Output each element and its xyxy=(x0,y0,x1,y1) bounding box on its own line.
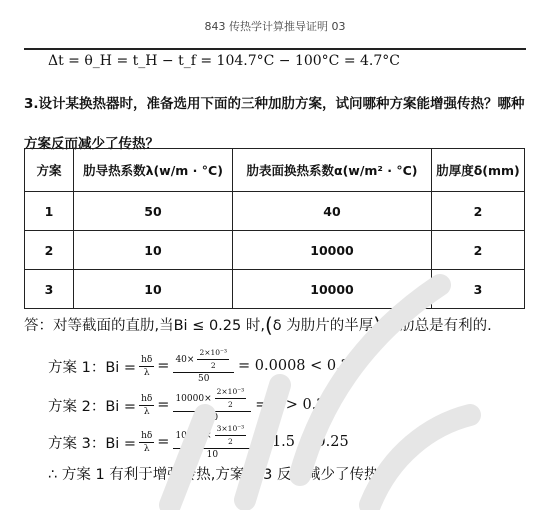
conclusion-line: ∴ 方案 1 有利于增强传热,方案 2/3 反而减少了传热. xyxy=(48,467,384,483)
bi-definition-fraction xyxy=(139,355,154,378)
question-text: 3.设计某换热器时，准备选用下面的三种加肋方案，试问哪种方案能增强传热？哪种方案反而减少了传热？ xyxy=(24,96,525,152)
header-rule xyxy=(24,48,526,50)
calc-numerator-left: 10000× xyxy=(175,393,212,404)
cell-surface-coefficient: 40 xyxy=(233,192,432,231)
page-header: 843 传热学计算推导证明 03 xyxy=(204,20,346,33)
calc-numerator-left: 10000× xyxy=(175,430,212,441)
calc-denominator: 10 xyxy=(206,413,219,423)
header-thickness: 肋厚度δ(mm) xyxy=(432,149,525,192)
cell-scheme: 3 xyxy=(25,270,74,309)
cell-scheme: 2 xyxy=(25,231,74,270)
bi-definition-fraction xyxy=(139,431,154,454)
equals-sign: = xyxy=(157,397,170,413)
header-conductivity: 肋导热系数λ(w/m · °C) xyxy=(74,149,233,192)
thickness-denominator: 2 xyxy=(210,361,216,370)
scheme-1-equation xyxy=(48,348,359,384)
cell-conductivity: 10 xyxy=(74,231,233,270)
fraction-numerator: hδ xyxy=(141,354,153,365)
cell-thickness: 3 xyxy=(432,270,525,309)
answer-line xyxy=(24,313,492,337)
fraction-denominator: λ xyxy=(143,367,150,378)
thickness-fraction xyxy=(215,387,247,410)
calc-denominator: 10 xyxy=(206,450,219,460)
answer-prefix: 答：对等截面的直肋,当Bi ≤ 0.25 时, xyxy=(24,318,265,334)
table-row xyxy=(25,231,525,270)
equals-sign: = xyxy=(157,358,170,374)
bi-calculation-fraction xyxy=(173,348,234,384)
cell-scheme: 1 xyxy=(25,192,74,231)
scheme-result: = 1.5 > 0.25 xyxy=(255,434,349,450)
calc-denominator: 50 xyxy=(198,374,210,384)
header-surface-coefficient: 肋表面换热系数α(w/m² · °C) xyxy=(233,149,432,192)
calc-numerator xyxy=(173,348,234,373)
header-scheme: 方案 xyxy=(25,149,74,192)
cell-surface-coefficient: 10000 xyxy=(233,270,432,309)
scheme-label: 方案 2：Bi = xyxy=(48,398,137,415)
calc-numerator xyxy=(173,387,251,412)
cell-conductivity: 10 xyxy=(74,270,233,309)
thickness-fraction xyxy=(215,424,247,447)
thickness-denominator: 2 xyxy=(228,400,233,409)
calc-numerator xyxy=(173,424,251,449)
thickness-numerator: 3×10⁻³ xyxy=(215,424,247,436)
scheme-table xyxy=(24,148,525,309)
fraction-numerator: hδ xyxy=(141,393,153,404)
calc-numerator-left: 40× xyxy=(175,354,195,365)
thickness-fraction xyxy=(197,348,229,371)
fraction-denominator: λ xyxy=(143,406,150,417)
thickness-numerator: 2×10⁻³ xyxy=(215,387,247,399)
scheme-result: = 1 > 0.25 xyxy=(255,397,335,413)
scheme-result: = 0.0008 < 0.25 xyxy=(238,358,360,374)
table-row xyxy=(25,270,525,309)
paren-close: ) xyxy=(373,313,382,337)
thickness-denominator: 2 xyxy=(228,437,233,446)
answer-paren-text: δ 为肋片的半厚 xyxy=(272,318,374,334)
thickness-numerator: 2×10⁻³ xyxy=(197,348,229,360)
equals-sign: = xyxy=(157,434,170,450)
scheme-label: 方案 3：Bi = xyxy=(48,435,137,452)
cell-surface-coefficient: 10000 xyxy=(233,231,432,270)
delta-t-equation: Δt = θ_H = t_H − t_f = 104.7°C − 100°C = 4.7°C xyxy=(48,53,401,69)
answer-suffix: ,加肋总是有利的. xyxy=(381,318,492,334)
scheme-label: 方案 1：Bi = xyxy=(48,359,137,376)
fraction-numerator: hδ xyxy=(141,430,153,441)
fraction-denominator: λ xyxy=(143,443,150,454)
cell-thickness: 2 xyxy=(432,192,525,231)
table-header-row xyxy=(25,149,525,192)
cell-conductivity: 50 xyxy=(74,192,233,231)
cell-thickness: 2 xyxy=(432,231,525,270)
paren-open: ( xyxy=(264,313,273,337)
table-row xyxy=(25,192,525,231)
bi-calculation-fraction xyxy=(173,424,251,460)
scheme-2-equation xyxy=(48,387,335,423)
bi-calculation-fraction xyxy=(173,387,251,423)
bi-definition-fraction xyxy=(139,394,154,417)
scheme-3-equation xyxy=(48,424,349,460)
